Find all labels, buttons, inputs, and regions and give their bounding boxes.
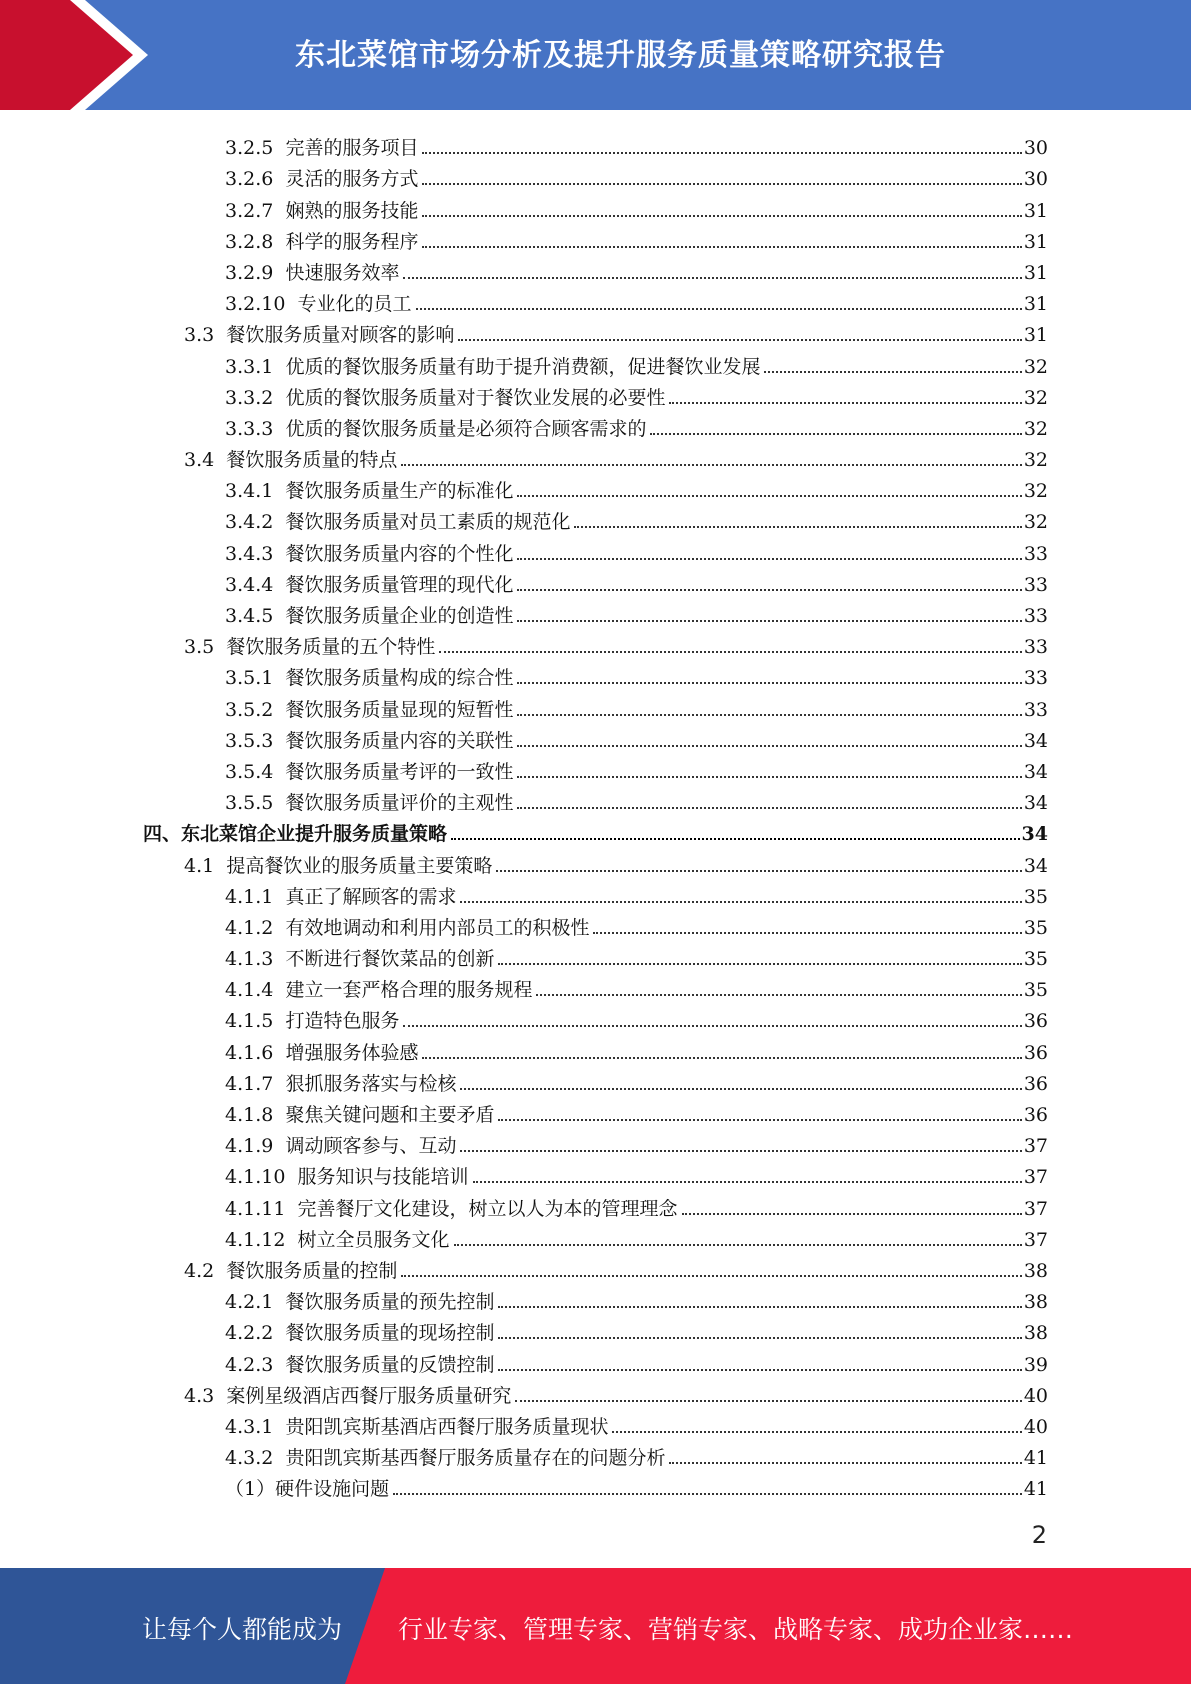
toc-dot-leader: [498, 963, 1021, 965]
toc-entry-title: 树立全员服务文化: [297, 1228, 450, 1251]
toc-entry-page: 32: [1023, 355, 1048, 378]
toc-entry-page: 36: [1023, 1010, 1048, 1033]
toc-entry[interactable]: [0, 1469, 1048, 1500]
toc-entry[interactable]: [0, 970, 1048, 1001]
toc-entry-number: 4.2.2: [225, 1322, 274, 1345]
toc-entry-title: 餐饮服务质量显现的短暂性: [285, 698, 514, 721]
toc-entry-number: 3.2.9: [225, 261, 274, 284]
toc-dot-leader: [451, 838, 1020, 840]
toc-entry-page: 30: [1023, 137, 1048, 160]
toc-entry-page: 33: [1023, 605, 1048, 627]
toc-entry[interactable]: [0, 627, 1048, 658]
toc-entry[interactable]: [0, 346, 1048, 377]
toc-entry-page: 32: [1023, 417, 1048, 440]
toc-dot-leader: [593, 932, 1021, 934]
toc-dot-leader: [517, 807, 1021, 809]
toc-entry-label: [225, 1416, 610, 1438]
toc-entry[interactable]: [0, 1376, 1048, 1407]
toc-entry-page: 38: [1023, 1322, 1048, 1345]
toc-entry-page: 35: [1023, 979, 1048, 1002]
toc-entry-title: 狠抓服务落实与检核: [285, 1072, 457, 1095]
toc-entry-number: 3.3.3: [225, 417, 274, 440]
toc-entry-label: [225, 605, 515, 627]
toc-entry[interactable]: [0, 814, 1048, 845]
toc-entry-number: 3.4.1: [225, 480, 274, 503]
toc-entry-number: 3.2.7: [225, 199, 274, 222]
toc-entry-number: 3.3.2: [225, 386, 274, 409]
toc-entry[interactable]: [0, 190, 1048, 221]
page-footer: [0, 1568, 1191, 1684]
toc-dot-leader: [515, 1400, 1021, 1402]
toc-dot-leader: [517, 776, 1021, 778]
toc-entry[interactable]: [0, 565, 1048, 596]
toc-entry-page: 32: [1023, 480, 1048, 503]
footer-slogan-left: 让每个人都能成为: [142, 1615, 343, 1644]
toc-entry-number: 3.4.5: [225, 605, 274, 627]
toc-entry-page: 40: [1023, 1384, 1048, 1407]
toc-entry-label: [225, 293, 414, 315]
toc-dot-leader: [416, 308, 1022, 310]
toc-entry-number: 3.2.10: [225, 293, 286, 316]
toc-entry[interactable]: [0, 845, 1048, 876]
toc-entry[interactable]: [0, 658, 1048, 689]
toc-entry-title: 餐饮服务质量的五个特性: [226, 636, 436, 659]
toc-entry-page: 30: [1023, 168, 1048, 191]
toc-entry-title: 贵阳凯宾斯基酒店西餐厅服务质量现状: [285, 1415, 609, 1438]
toc-entry-number: 4.3: [184, 1384, 215, 1407]
toc-entry-number: 3.4.4: [225, 573, 274, 596]
toc-entry-page: 36: [1023, 1104, 1048, 1126]
toc-entry-page: 40: [1023, 1415, 1048, 1438]
toc-entry-page: 33: [1023, 573, 1048, 596]
toc-entry-title: 餐饮服务质量评价的主观性: [285, 792, 514, 815]
toc-entry-title: 案例星级酒店西餐厅服务质量研究: [226, 1384, 512, 1407]
toc-entry-label: [225, 418, 648, 440]
toc-entry-label: [225, 574, 515, 596]
toc-dot-leader: [650, 433, 1021, 435]
toc-entry[interactable]: [0, 1251, 1048, 1282]
toc-entry-number: 4.2: [184, 1259, 215, 1282]
toc-entry-title: 四、东北菜馆企业提升服务质量策略: [143, 823, 448, 846]
toc-entry-label: [225, 1447, 667, 1469]
toc-entry-title: 打造特色服务: [285, 1010, 400, 1033]
toc-dot-leader: [496, 870, 1021, 872]
toc-entry-page: 39: [1023, 1353, 1048, 1376]
toc-entry-page: 34: [1021, 823, 1048, 846]
toc-entry-number: 4.1.1: [225, 885, 274, 908]
toc-entry-page: 34: [1023, 854, 1048, 877]
toc-dot-leader: [498, 1337, 1021, 1339]
toc-entry-number: 4.2.1: [225, 1291, 274, 1314]
toc-dot-leader: [473, 1181, 1022, 1183]
toc-entry[interactable]: [0, 1001, 1048, 1032]
toc-entry-page: 37: [1023, 1197, 1048, 1220]
toc-entry-label: [225, 1135, 458, 1157]
toc-entry-number: 3.5.2: [225, 698, 274, 721]
toc-entry-label: [225, 667, 515, 689]
toc-entry-number: 4.1: [184, 854, 215, 877]
toc-entry-title: 快速服务效率: [285, 261, 400, 284]
toc-entry-title: 餐饮服务质量的现场控制: [285, 1322, 495, 1345]
toc-entry-title: 餐饮服务质量的预先控制: [285, 1291, 495, 1314]
toc-entry[interactable]: [0, 409, 1048, 440]
toc-entry-title: 餐饮服务质量的反馈控制: [285, 1353, 495, 1376]
toc-entry-label: [225, 137, 420, 159]
toc-entry-title: 灵活的服务方式: [285, 168, 419, 191]
toc-entry[interactable]: [0, 1438, 1048, 1469]
toc-dot-leader: [401, 464, 1021, 466]
toc-entry[interactable]: [0, 908, 1048, 939]
toc-entry-label: [225, 262, 401, 284]
toc-entry-number: 4.1.8: [225, 1104, 274, 1126]
toc-entry-title: 完善的服务项目: [285, 137, 419, 160]
toc-dot-leader: [574, 526, 1021, 528]
toc-entry-number: 4.1.3: [225, 948, 274, 971]
toc-entry-page: 35: [1023, 885, 1048, 908]
toc-entry[interactable]: [0, 939, 1048, 970]
toc-entry-label: [225, 511, 572, 533]
toc-dot-leader: [764, 371, 1021, 373]
toc-dot-leader: [422, 183, 1021, 185]
toc-entry-title: 调动顾客参与、互动: [285, 1135, 457, 1158]
toc-dot-leader: [439, 651, 1021, 653]
toc-entry[interactable]: [0, 253, 1048, 284]
toc-entry-title: 聚焦关键问题和主要矛盾: [285, 1104, 495, 1126]
toc-entry-label: [225, 1478, 391, 1500]
toc-entry-title: 增强服务体验感: [285, 1041, 419, 1064]
toc-dot-leader: [682, 1213, 1022, 1215]
toc-entry-page: 37: [1023, 1135, 1048, 1158]
table-of-contents: [0, 128, 1191, 1500]
toc-entry-label: [225, 948, 496, 970]
toc-entry-title: 餐饮服务质量构成的综合性: [285, 667, 514, 690]
toc-dot-leader: [498, 1306, 1021, 1308]
toc-entry-label: [184, 324, 456, 346]
toc-entry-page: 35: [1023, 948, 1048, 971]
toc-entry-page: 38: [1023, 1259, 1048, 1282]
toc-entry-label: [184, 449, 399, 471]
toc-entry-title: 优质的餐饮服务质量有助于提升消费额，促进餐饮业发展: [285, 355, 761, 378]
toc-entry-label: [225, 1354, 496, 1376]
toc-dot-leader: [517, 620, 1021, 622]
page-number: 2: [1031, 1521, 1047, 1549]
toc-dot-leader: [401, 1275, 1021, 1277]
toc-entry-label: [184, 855, 494, 877]
toc-entry-label: [225, 1198, 680, 1220]
toc-entry-number: 4.1.9: [225, 1135, 274, 1158]
toc-entry-page: 37: [1023, 1166, 1048, 1189]
toc-entry[interactable]: [0, 1157, 1048, 1188]
toc-dot-leader: [536, 994, 1021, 996]
toc-entry[interactable]: [0, 471, 1048, 502]
toc-dot-leader: [458, 339, 1021, 341]
toc-entry-number: 3.2.5: [225, 137, 274, 160]
toc-entry-page: 31: [1023, 324, 1048, 347]
toc-entry-page: 41: [1023, 1478, 1048, 1501]
toc-entry-page: 34: [1023, 729, 1048, 752]
toc-entry-title: 餐饮服务质量内容的关联性: [285, 729, 514, 752]
toc-entry-number: 3.4: [184, 449, 215, 472]
footer-slogan-right: 行业专家、管理专家、营销专家、战略专家、成功企业家……: [398, 1615, 1074, 1644]
toc-dot-leader: [403, 1025, 1021, 1027]
toc-entry-label: [225, 480, 515, 502]
toc-entry[interactable]: [0, 1095, 1048, 1126]
toc-entry-page: 38: [1023, 1291, 1048, 1314]
toc-entry-title: 真正了解顾客的需求: [285, 885, 457, 908]
toc-entry-page: 31: [1023, 261, 1048, 284]
toc-entry-label: [225, 761, 515, 783]
toc-entry-page: 33: [1023, 542, 1048, 565]
toc-dot-leader: [669, 1462, 1021, 1464]
toc-entry-label: [184, 1385, 513, 1407]
toc-entry[interactable]: [0, 783, 1048, 814]
toc-entry[interactable]: [0, 1220, 1048, 1251]
toc-entry-label: [225, 1291, 496, 1313]
toc-dot-leader: [612, 1431, 1021, 1433]
toc-entry-title: 服务知识与技能培训: [297, 1166, 469, 1189]
report-title: 东北菜馆市场分析及提升服务质量策略研究报告: [295, 38, 946, 73]
toc-entry-label: [225, 168, 420, 190]
toc-entry-title: 娴熟的服务技能: [285, 199, 419, 222]
toc-entry[interactable]: [0, 378, 1048, 409]
toc-entry-page: 32: [1023, 449, 1048, 472]
toc-dot-leader: [517, 589, 1021, 591]
toc-dot-leader: [454, 1244, 1022, 1246]
toc-entry[interactable]: [0, 315, 1048, 346]
toc-entry-number: 4.1.11: [225, 1197, 286, 1220]
toc-entry-number: 4.1.12: [225, 1228, 286, 1251]
toc-entry-page: 32: [1023, 511, 1048, 534]
toc-entry[interactable]: [0, 284, 1048, 315]
toc-entry-number: 3.5: [184, 636, 215, 659]
toc-entry-page: 41: [1023, 1447, 1048, 1470]
toc-entry-label: [225, 1229, 452, 1251]
toc-entry-number: 3.3: [184, 324, 215, 347]
toc-entry[interactable]: [0, 1188, 1048, 1219]
toc-entry-page: 37: [1023, 1228, 1048, 1251]
toc-entry[interactable]: [0, 159, 1048, 190]
toc-entry-title: 建立一套严格合理的服务规程: [285, 979, 533, 1002]
toc-entry-label: [184, 636, 437, 658]
toc-dot-leader: [422, 152, 1021, 154]
toc-entry[interactable]: [0, 128, 1048, 159]
toc-dot-leader: [517, 558, 1021, 560]
toc-entry-title: 餐饮服务质量管理的现代化: [285, 573, 514, 596]
toc-entry-title: 餐饮服务质量生产的标准化: [285, 480, 514, 503]
toc-entry-title: 优质的餐饮服务质量对于餐饮业发展的必要性: [285, 386, 666, 409]
toc-dot-leader: [517, 495, 1021, 497]
toc-entry-page: 32: [1023, 386, 1048, 409]
toc-entry-title: 专业化的员工: [297, 293, 412, 316]
toc-entry-page: 33: [1023, 636, 1048, 659]
toc-entry-number: 3.4.3: [225, 542, 274, 565]
toc-entry-title: 餐饮服务质量的特点: [226, 449, 398, 472]
toc-entry-number: 4.1.7: [225, 1072, 274, 1095]
toc-entry-number: 3.2.6: [225, 168, 274, 191]
toc-entry-page: 35: [1023, 916, 1048, 939]
toc-dot-leader: [517, 745, 1021, 747]
toc-entry[interactable]: [0, 1032, 1048, 1063]
toc-entry-label: [225, 356, 762, 378]
toc-entry-label: [225, 1166, 471, 1188]
toc-entry-number: 4.3.2: [225, 1447, 274, 1470]
toc-entry-title: 完善餐厅文化建设，树立以人为本的管理理念: [297, 1197, 678, 1220]
toc-entry-title: 餐饮服务质量考评的一致性: [285, 760, 514, 783]
toc-entry[interactable]: [0, 1282, 1048, 1313]
toc-entry-page: 36: [1023, 1041, 1048, 1064]
toc-entry-label: [225, 699, 515, 721]
toc-entry-number: 3.5.4: [225, 760, 274, 783]
toc-dot-leader: [517, 714, 1021, 716]
toc-entry-number: 4.2.3: [225, 1353, 274, 1376]
toc-entry-number: 3.2.8: [225, 230, 274, 253]
toc-dot-leader: [460, 901, 1021, 903]
toc-entry-number: 4.1.4: [225, 979, 274, 1002]
toc-entry-number: 4.1.5: [225, 1010, 274, 1033]
toc-entry-label: [225, 543, 515, 565]
toc-entry-page: 31: [1023, 230, 1048, 253]
toc-dot-leader: [422, 246, 1021, 248]
toc-entry-label: [225, 979, 534, 1001]
toc-entry[interactable]: [0, 721, 1048, 752]
toc-entry-number: 4.1.2: [225, 916, 274, 939]
toc-entry-page: 34: [1023, 760, 1048, 783]
toc-entry-number: 3.4.2: [225, 511, 274, 534]
toc-entry-label: [225, 730, 515, 752]
toc-entry-title: 餐饮服务质量企业的创造性: [285, 605, 514, 627]
toc-entry-number: 4.1.6: [225, 1041, 274, 1064]
toc-entry-label: [225, 1104, 496, 1126]
toc-dot-leader: [460, 1150, 1021, 1152]
toc-dot-leader: [422, 215, 1021, 217]
toc-entry-title: 提高餐饮业的服务质量主要策略: [226, 854, 493, 877]
toc-entry-label: [143, 823, 449, 845]
toc-entry-page: 33: [1023, 698, 1048, 721]
toc-entry-title: 科学的服务程序: [285, 230, 419, 253]
toc-entry[interactable]: [0, 752, 1048, 783]
toc-entry-label: [225, 1073, 458, 1095]
toc-dot-leader: [669, 402, 1021, 404]
toc-entry-page: 31: [1023, 293, 1048, 316]
toc-entry-title: 餐饮服务质量内容的个性化: [285, 542, 514, 565]
toc-entry[interactable]: [0, 502, 1048, 533]
toc-entry-label: [225, 1010, 401, 1032]
toc-dot-leader: [422, 1057, 1021, 1059]
toc-entry-label: [225, 917, 591, 939]
toc-entry-label: [225, 1042, 420, 1064]
toc-entry[interactable]: [0, 877, 1048, 908]
toc-entry-label: [184, 1260, 399, 1282]
toc-entry-number: 4.3.1: [225, 1415, 274, 1438]
toc-entry-title: 优质的餐饮服务质量是必须符合顾客需求的: [285, 417, 647, 440]
toc-entry[interactable]: [0, 222, 1048, 253]
toc-entry-label: [225, 200, 420, 222]
toc-entry-number: 3.5.1: [225, 667, 274, 690]
toc-dot-leader: [498, 1369, 1021, 1371]
toc-entry-title: 不断进行餐饮菜品的创新: [285, 948, 495, 971]
toc-entry-page: 33: [1023, 667, 1048, 690]
toc-entry-title: 餐饮服务质量对员工素质的规范化: [285, 511, 571, 534]
toc-entry-label: [225, 886, 458, 908]
toc-entry-page: 36: [1023, 1072, 1048, 1095]
toc-entry-page: 31: [1023, 199, 1048, 222]
toc-entry-label: [225, 792, 515, 814]
toc-dot-leader: [498, 1119, 1021, 1121]
toc-entry[interactable]: [0, 533, 1048, 564]
toc-entry[interactable]: [0, 1126, 1048, 1157]
toc-entry[interactable]: [0, 440, 1048, 471]
toc-entry[interactable]: [0, 689, 1048, 720]
toc-entry[interactable]: [0, 1407, 1048, 1438]
toc-entry[interactable]: [0, 596, 1048, 627]
toc-entry-number: 3.3.1: [225, 355, 274, 378]
toc-entry-title: 贵阳凯宾斯基西餐厅服务质量存在的问题分析: [285, 1447, 666, 1470]
toc-entry-number: 4.1.10: [225, 1166, 286, 1189]
toc-entry-number: 3.5.3: [225, 729, 274, 752]
toc-entry-label: [225, 231, 420, 253]
toc-dot-leader: [393, 1493, 1022, 1495]
toc-entry[interactable]: [0, 1313, 1048, 1344]
toc-entry-label: [225, 1322, 496, 1344]
toc-entry-title: （1）硬件设施问题: [225, 1478, 390, 1501]
toc-entry[interactable]: [0, 1344, 1048, 1375]
page-header: [0, 0, 1191, 110]
toc-entry-number: 3.5.5: [225, 792, 274, 815]
toc-dot-leader: [403, 277, 1021, 279]
toc-dot-leader: [517, 682, 1021, 684]
toc-entry-label: [225, 387, 667, 409]
toc-entry[interactable]: [0, 1064, 1048, 1095]
toc-entry-title: 有效地调动和利用内部员工的积极性: [285, 916, 590, 939]
toc-entry-title: 餐饮服务质量对顾客的影响: [226, 324, 455, 347]
toc-entry-title: 餐饮服务质量的控制: [226, 1259, 398, 1282]
toc-dot-leader: [460, 1088, 1021, 1090]
toc-entry-page: 34: [1023, 792, 1048, 815]
